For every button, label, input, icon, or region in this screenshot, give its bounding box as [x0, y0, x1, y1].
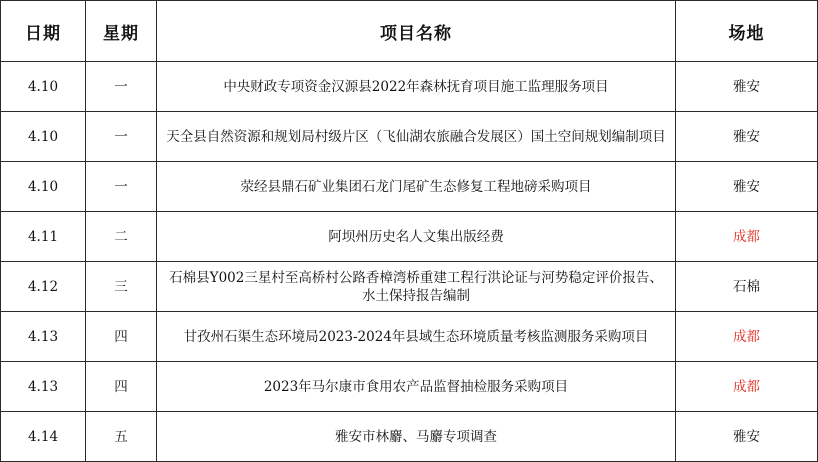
cell-venue: 石棉 — [676, 262, 818, 312]
header-weekday: 星期 — [86, 1, 157, 62]
cell-project-name: 阿坝州历史名人文集出版经费 — [157, 212, 676, 262]
cell-weekday: 一 — [86, 112, 157, 162]
cell-weekday: 一 — [86, 162, 157, 212]
cell-date: 4.14 — [1, 412, 86, 462]
cell-venue: 成都 — [676, 362, 818, 412]
header-project-name: 项目名称 — [157, 1, 676, 62]
header-date: 日期 — [1, 1, 86, 62]
cell-project-name: 甘孜州石渠生态环境局2023-2024年县域生态环境质量考核监测服务采购项目 — [157, 312, 676, 362]
cell-venue: 雅安 — [676, 62, 818, 112]
cell-weekday: 一 — [86, 62, 157, 112]
table-row — [1, 412, 818, 462]
cell-project-name: 中央财政专项资金汉源县2022年森林抚育项目施工监理服务项目 — [157, 62, 676, 112]
cell-weekday: 二 — [86, 212, 157, 262]
table-row — [1, 162, 818, 212]
table-row — [1, 112, 818, 162]
header-venue: 场地 — [676, 1, 818, 62]
cell-project-name: 天全县自然资源和规划局村级片区（飞仙湖农旅融合发展区）国土空间规划编制项目 — [157, 112, 676, 162]
table-row — [1, 212, 818, 262]
cell-date: 4.10 — [1, 162, 86, 212]
cell-project-name: 雅安市林麝、马麝专项调查 — [157, 412, 676, 462]
cell-project-name: 2023年马尔康市食用农产品监督抽检服务采购项目 — [157, 362, 676, 412]
table-row — [1, 62, 818, 112]
cell-project-name: 荥经县鼎石矿业集团石龙门尾矿生态修复工程地磅采购项目 — [157, 162, 676, 212]
cell-date: 4.10 — [1, 112, 86, 162]
cell-venue: 成都 — [676, 212, 818, 262]
cell-venue: 雅安 — [676, 412, 818, 462]
table-row — [1, 312, 818, 362]
cell-venue: 雅安 — [676, 112, 818, 162]
cell-venue: 成都 — [676, 312, 818, 362]
cell-project-name: 石棉县Y002三星村至高桥村公路香樟湾桥重建工程行洪论证与河势稳定评价报告、水土保持报告编制 — [157, 262, 676, 312]
cell-date: 4.12 — [1, 262, 86, 312]
table-row — [1, 262, 818, 312]
cell-weekday: 五 — [86, 412, 157, 462]
table-row — [1, 362, 818, 412]
cell-weekday: 四 — [86, 362, 157, 412]
cell-date: 4.10 — [1, 62, 86, 112]
cell-date: 4.11 — [1, 212, 86, 262]
table-header-row — [1, 1, 818, 62]
cell-date: 4.13 — [1, 312, 86, 362]
cell-venue: 雅安 — [676, 162, 818, 212]
cell-weekday: 三 — [86, 262, 157, 312]
cell-date: 4.13 — [1, 362, 86, 412]
cell-weekday: 四 — [86, 312, 157, 362]
